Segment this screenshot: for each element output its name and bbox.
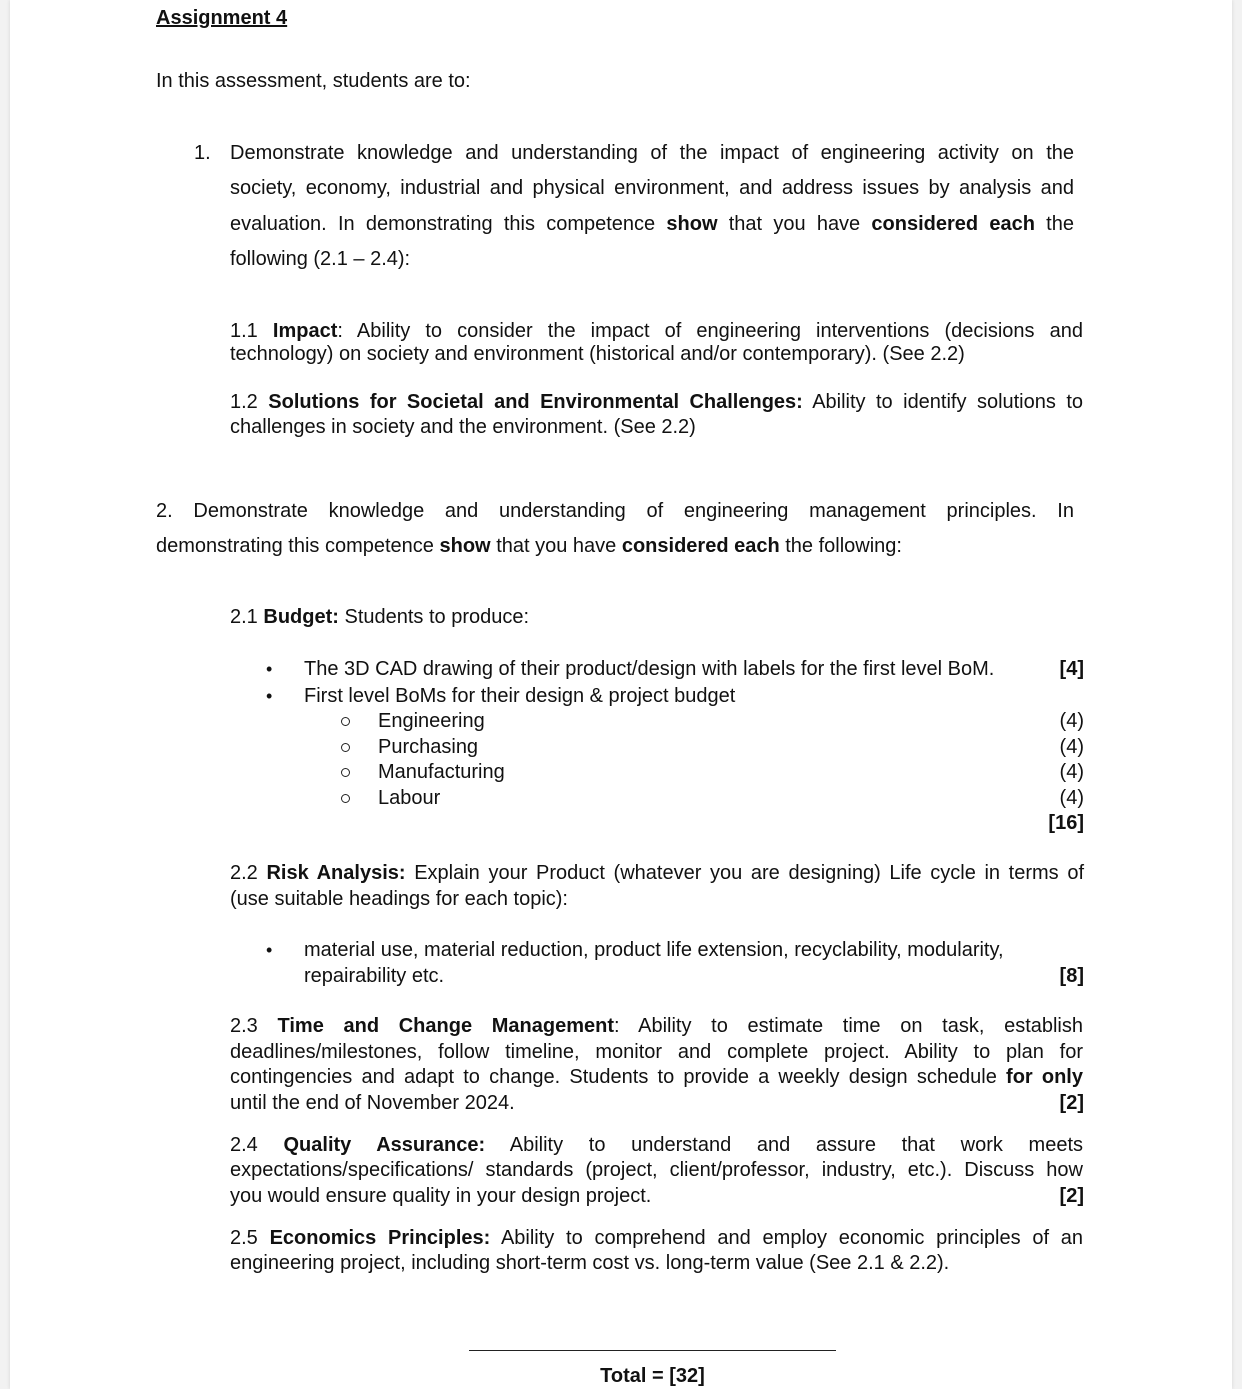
- budget-subitem-manufacturing: Manufacturing: [378, 761, 505, 783]
- section-1-2-number: 1.2: [230, 391, 258, 413]
- section-2-4-text: Ability to understand and assure that work meets: [509, 1134, 1084, 1156]
- section-1-2-line-2: challenges in society and the environment. (See 2.2): [230, 416, 696, 438]
- budget-subitem-purchasing-marks: (4): [1059, 736, 1084, 758]
- item-1-line-3: [230, 212, 1074, 236]
- risk-bullet-line-1: material use, material reduction, product life extension, recyclability, modularity,: [304, 939, 1004, 961]
- section-2-3-number: 2.3: [230, 1015, 258, 1037]
- section-1-1-line-1: [230, 319, 1083, 343]
- section-2-4-marks: [2]: [1059, 1185, 1084, 1207]
- section-2-1-heading: Budget:: [263, 606, 339, 628]
- assignment-title: Assignment 4: [156, 7, 288, 29]
- section-2-3-for-only: for only: [1006, 1066, 1083, 1088]
- risk-marks: [8]: [1059, 965, 1084, 987]
- circle-bullet-icon: [341, 743, 350, 752]
- item-1-show: show: [666, 213, 718, 235]
- section-2-2-text: Explain your Product (whatever you are designing) Life cycle in terms of: [414, 862, 1085, 884]
- bullet-icon: •: [266, 686, 273, 706]
- section-2-3-marks: [2]: [1059, 1092, 1084, 1114]
- budget-bullet-1-marks: [4]: [1059, 658, 1084, 680]
- budget-subitem-labour: Labour: [378, 787, 441, 809]
- section-2-3-line-3-a: contingencies and adapt to change. Students to provide a weekly design schedule: [230, 1066, 997, 1088]
- item-2-line-2-c: that you have: [496, 535, 617, 557]
- item-2-line-2-e: the following:: [785, 535, 902, 557]
- section-2-5-line-1: [230, 1226, 1083, 1250]
- section-2-4-number: 2.4: [230, 1134, 258, 1156]
- total-divider: [469, 1350, 836, 1351]
- item-2-considered-each: considered each: [621, 535, 780, 557]
- section-2-3-line-2: deadlines/milestones, follow timeline, monitor and complete project. Ability to plan for: [230, 1041, 1083, 1063]
- section-2-3-heading: Time and Change Management: [277, 1015, 614, 1037]
- item-1-considered-each: considered each: [871, 213, 1035, 235]
- item-1-line-3-c: that you have: [728, 213, 861, 235]
- section-2-2-heading: Risk Analysis:: [266, 862, 406, 884]
- section-2-5-number: 2.5: [230, 1227, 258, 1249]
- item-1-line-2: society, economy, industrial and physical environment, and address issues by analysis and: [230, 177, 1074, 199]
- section-1-1-line-2: technology) on society and environment (historical and/or contemporary). (See 2.2): [230, 343, 965, 365]
- budget-subitem-manufacturing-marks: (4): [1059, 761, 1084, 783]
- budget-subitem-labour-marks: (4): [1059, 787, 1084, 809]
- item-1-number: 1.: [194, 142, 211, 164]
- budget-bullet-2: First level BoMs for their design & project budget: [304, 685, 736, 707]
- bullet-icon: •: [266, 940, 273, 960]
- circle-bullet-icon: [341, 794, 350, 803]
- section-1-2-text: Ability to identify solutions to: [812, 391, 1084, 413]
- section-2-1-number: 2.1: [230, 606, 258, 628]
- bullet-icon: •: [266, 659, 273, 679]
- total-marks: Total = [32]: [600, 1365, 705, 1387]
- section-2-4-line-2: expectations/specifications/ standards (project, client/professor, industry, etc.). Discuss how: [230, 1159, 1083, 1181]
- section-2-5-heading: Economics Principles:: [269, 1227, 491, 1249]
- risk-bullet-line-2: repairability etc.: [304, 965, 445, 987]
- budget-subitem-engineering-marks: (4): [1059, 710, 1084, 732]
- intro-text: In this assessment, students are to:: [156, 70, 471, 92]
- section-2-4-line-1: [230, 1133, 1083, 1157]
- document-page: [10, 0, 1232, 1389]
- section-2-5-line-2: engineering project, including short-term cost vs. long-term value (See 2.1 & 2.2).: [230, 1252, 950, 1274]
- item-1-line-4: following (2.1 – 2.4):: [230, 248, 411, 270]
- section-2-5-text: Ability to comprehend and employ economic principles of an: [500, 1227, 1084, 1249]
- section-1-1-number: 1.1: [230, 320, 258, 342]
- budget-subtotal: [16]: [1048, 812, 1084, 834]
- item-2-line-2: [156, 534, 902, 558]
- section-2-2-number: 2.2: [230, 862, 258, 884]
- circle-bullet-icon: [341, 717, 350, 726]
- budget-bullet-1: The 3D CAD drawing of their product/design with labels for the first level BoM.: [304, 658, 995, 680]
- item-2-line-2-a: demonstrating this competence: [156, 535, 434, 557]
- section-2-2-line-1: [230, 861, 1084, 885]
- section-1-1-text: : Ability to consider the impact of engineering interventions (decisions and: [337, 320, 1084, 342]
- section-1-1-heading: Impact: [272, 320, 338, 342]
- section-2-3-line-1: [230, 1014, 1083, 1038]
- section-2-3-line-4: until the end of November 2024.: [230, 1092, 515, 1114]
- budget-subitem-purchasing: Purchasing: [378, 736, 479, 758]
- section-1-2-heading: Solutions for Societal and Environmental Challenges:: [268, 391, 803, 413]
- item-2-show: show: [439, 535, 491, 557]
- item-2-line-1: 2. Demonstrate knowledge and understanding of engineering management principles. In: [156, 500, 1074, 522]
- section-2-4-line-3: you would ensure quality in your design project.: [230, 1185, 652, 1207]
- section-2-2-line-2: (use suitable headings for each topic):: [230, 888, 568, 910]
- section-2-3-text: : Ability to estimate time on task, establish: [614, 1015, 1084, 1037]
- circle-bullet-icon: [341, 768, 350, 777]
- item-1-line-3-a: evaluation. In demonstrating this competence: [230, 213, 656, 235]
- section-2-4-heading: Quality Assurance:: [283, 1134, 486, 1156]
- section-2-1-text: Students to produce:: [344, 606, 530, 628]
- section-1-2-line-1: [230, 390, 1083, 414]
- budget-subitem-engineering: Engineering: [378, 710, 485, 732]
- item-1-line-3-e: the: [1046, 213, 1074, 235]
- item-1-line-1: Demonstrate knowledge and understanding of the impact of engineering activity on the: [230, 142, 1074, 164]
- section-2-1-heading-line: [230, 605, 529, 629]
- section-2-3-line-3: [230, 1065, 1083, 1089]
